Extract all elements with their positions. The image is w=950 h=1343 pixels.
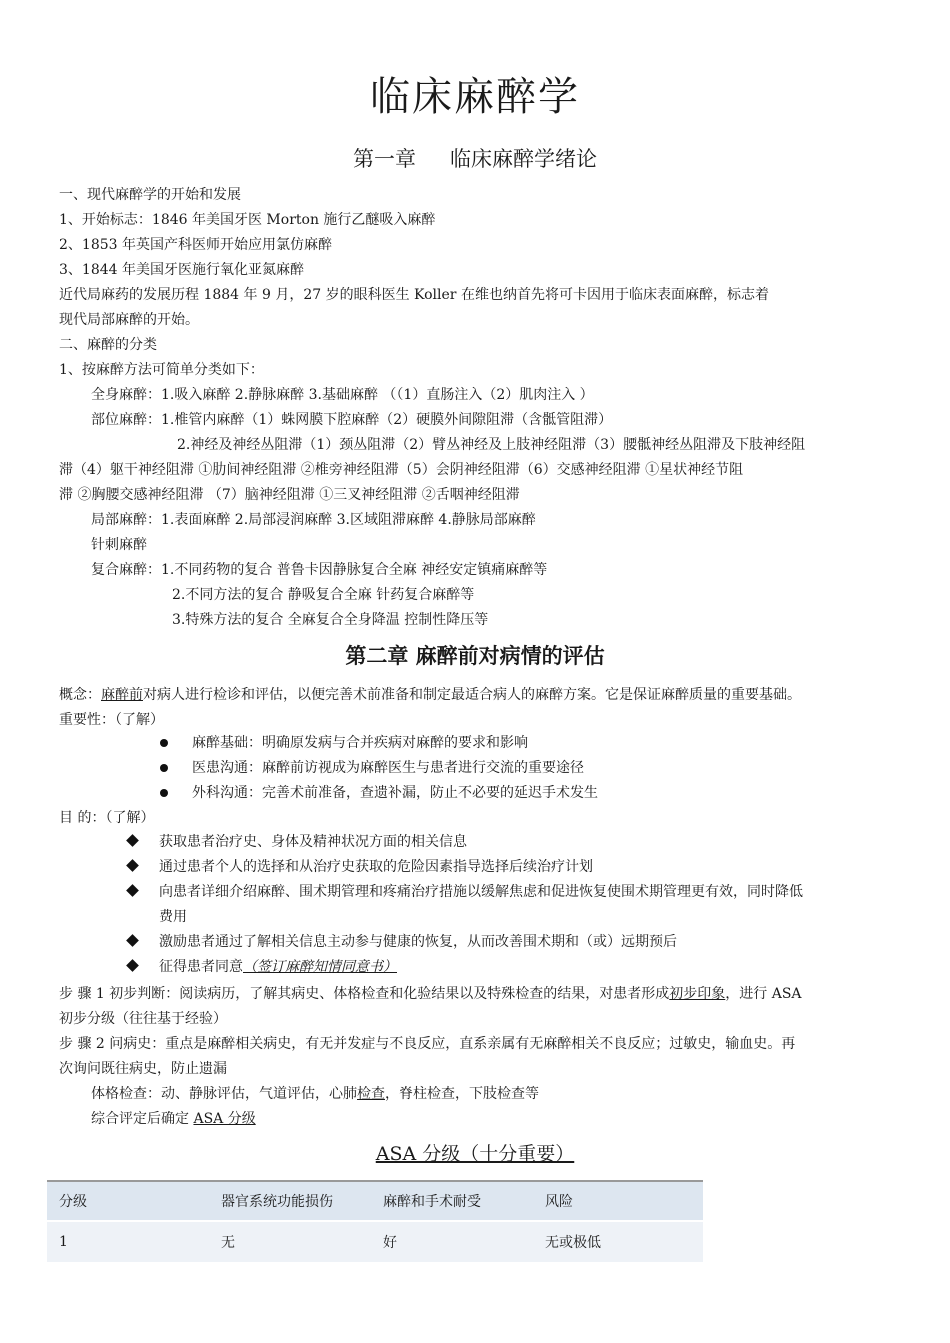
- concept-label: 概念：: [59, 687, 101, 703]
- diamond-bullet-icon: [126, 884, 139, 897]
- step1-text-end: ，进行 ASA: [725, 986, 802, 1002]
- list-item: 外科沟通：完善术前准备，查遗补漏，防止不必要的延迟手术发生: [192, 785, 598, 801]
- table-header-row: [47, 1181, 703, 1221]
- exam-line: [91, 1085, 539, 1103]
- section-heading: 二、麻醉的分类: [59, 337, 157, 353]
- column-header: 分级: [47, 1181, 209, 1221]
- table-cell: 无或极低: [533, 1221, 703, 1262]
- chapter2-heading: 第二章 麻醉前对病情的评估: [345, 643, 605, 668]
- list-item: 医患沟通：麻醉前访视成为麻醉医生与患者进行交流的重要途径: [192, 760, 584, 776]
- overall-text: 综合评定后确定: [91, 1111, 194, 1127]
- document-title: 临床麻醉学: [370, 74, 580, 120]
- text-line: 现代局部麻醉的开始。: [59, 312, 199, 328]
- column-header: 风险: [533, 1181, 703, 1221]
- list-item: 激励患者通过了解相关信息主动参与健康的恢复，从而改善围术期和（或）远期预后: [159, 934, 677, 950]
- text-line: 滞（4）躯干神经阻滞 ①肋间神经阻滞 ②椎旁神经阻滞（5）会阴神经阻滞（6）交感神经阻滞 ①星状神经节阻: [59, 462, 744, 478]
- text-line: 复合麻醉：1.不同药物的复合 普鲁卡因静脉复合全麻 神经安定镇痛麻醉等: [91, 562, 548, 578]
- concept-line: [59, 686, 801, 704]
- table-cell: 无: [209, 1221, 371, 1262]
- step1-term: 初步印象: [669, 986, 726, 1002]
- text-line: 部位麻醉：1.椎管内麻醉（1）蛛网膜下腔麻醉（2）硬膜外间隙阻滞（含骶管阻滞）: [91, 412, 613, 428]
- diamond-bullet-icon: [126, 934, 139, 947]
- text-line: 3.特殊方法的复合 全麻复合全身降温 控制性降压等: [172, 612, 489, 628]
- table-row: [47, 1221, 703, 1262]
- exam-text-end: ，脊柱检查，下肢检查等: [385, 1086, 539, 1102]
- table-cell: 1: [47, 1221, 209, 1262]
- bullet-icon: [160, 739, 168, 747]
- overall-term: ASA 分级: [193, 1111, 256, 1127]
- concept-term: 麻醉前: [101, 687, 143, 703]
- chapter1-label: 第一章: [353, 147, 416, 171]
- text-line: 1、按麻醉方法可简单分类如下：: [59, 362, 264, 378]
- step2-line: 步 骤 2 问病史：重点是麻醉相关病史，有无并发症与不良反应，直系亲属有无麻醉相关不良反应；过敏史，输血史。再: [59, 1036, 796, 1052]
- exam-text: 体格检查：动、静脉评估，气道评估，心肺: [91, 1086, 357, 1102]
- text-line: 全身麻醉：1.吸入麻醉 2.静脉麻醉 3.基础麻醉 （（1）直肠注入（2）肌肉注入 ）: [91, 387, 594, 403]
- table-cell: 好: [371, 1221, 533, 1262]
- section-heading: 一、现代麻醉学的开始和发展: [59, 187, 241, 203]
- column-header: 器官系统功能损伤: [209, 1181, 371, 1221]
- asa-title-text: ASA 分级（十分重要）: [375, 1143, 575, 1165]
- overall-line: [91, 1110, 256, 1128]
- step1-text: 步 骤 1 初步判断：阅读病历，了解其病史、体格检查和化验结果以及特殊检查的结果，对患者形成: [59, 986, 670, 1002]
- text-line: 2.神经及神经丛阻滞（1）颈丛阻滞（2）臂丛神经及上肢神经阻滞（3）腰骶神经丛阻滞及下肢神经阻: [177, 437, 806, 453]
- list-item: [159, 958, 397, 976]
- list-item: 向患者详细介绍麻醉、围术期管理和疼痛治疗措施以缓解焦虑和促进恢复使围术期管理更有效，同时降低: [159, 884, 803, 900]
- asa-table: [47, 1180, 703, 1262]
- concept-text: 对病人进行检诊和评估，以便完善术前准备和制定最适合病人的麻醉方案。它是保证麻醉质量的重要基础。: [143, 687, 801, 703]
- chapter1-heading: [0, 146, 950, 172]
- chapter1-name: 临床麻醉学绪论: [450, 147, 597, 171]
- column-header: 麻醉和手术耐受: [371, 1181, 533, 1221]
- step1-line: [59, 985, 802, 1003]
- diamond-bullet-icon: [126, 834, 139, 847]
- text-line: 2.不同方法的复合 静吸复合全麻 针药复合麻醉等: [172, 587, 475, 603]
- text-line: 2、1853 年英国产科医师开始应用氯仿麻醉: [59, 237, 332, 253]
- text-line: 1、开始标志：1846 年美国牙医 Morton 施行乙醚吸入麻醉: [59, 212, 436, 228]
- list-item-continuation: 费用: [159, 909, 187, 925]
- consent-text: 征得患者同意: [159, 959, 243, 975]
- diamond-bullet-icon: [126, 959, 139, 972]
- exam-term: 检查: [357, 1086, 385, 1102]
- text-line: 近代局麻药的发展历程 1884 年 9 月，27 岁的眼科医生 Koller 在维也纳首先将可卡因用于临床表面麻醉，标志着: [59, 287, 769, 303]
- consent-note: （签订麻醉知情同意书）: [243, 959, 397, 975]
- purpose-label: 目 的：（了解）: [59, 810, 155, 826]
- step2-continuation: 次询问既往病史，防止遗漏: [59, 1061, 227, 1077]
- importance-label: 重要性：（了解）: [59, 712, 164, 728]
- list-item: 通过患者个人的选择和从治疗史获取的危险因素指导选择后续治疗计划: [159, 859, 593, 875]
- text-line: 针刺麻醉: [91, 537, 147, 553]
- text-line: 3、1844 年美国牙医施行氧化亚氮麻醉: [59, 262, 304, 278]
- text-line: 滞 ②胸腰交感神经阻滞 （7）脑神经阻滞 ①三叉神经阻滞 ②舌咽神经阻滞: [59, 487, 520, 503]
- bullet-icon: [160, 789, 168, 797]
- list-item: 麻醉基础：明确原发病与合并疾病对麻醉的要求和影响: [192, 735, 528, 751]
- asa-table-title: [0, 1142, 950, 1166]
- step1-continuation: 初步分级（往往基于经验）: [59, 1011, 227, 1027]
- diamond-bullet-icon: [126, 859, 139, 872]
- list-item: 获取患者治疗史、身体及精神状况方面的相关信息: [159, 834, 467, 850]
- bullet-icon: [160, 764, 168, 772]
- text-line: 局部麻醉：1.表面麻醉 2.局部浸润麻醉 3.区域阻滞麻醉 4.静脉局部麻醉: [91, 512, 536, 528]
